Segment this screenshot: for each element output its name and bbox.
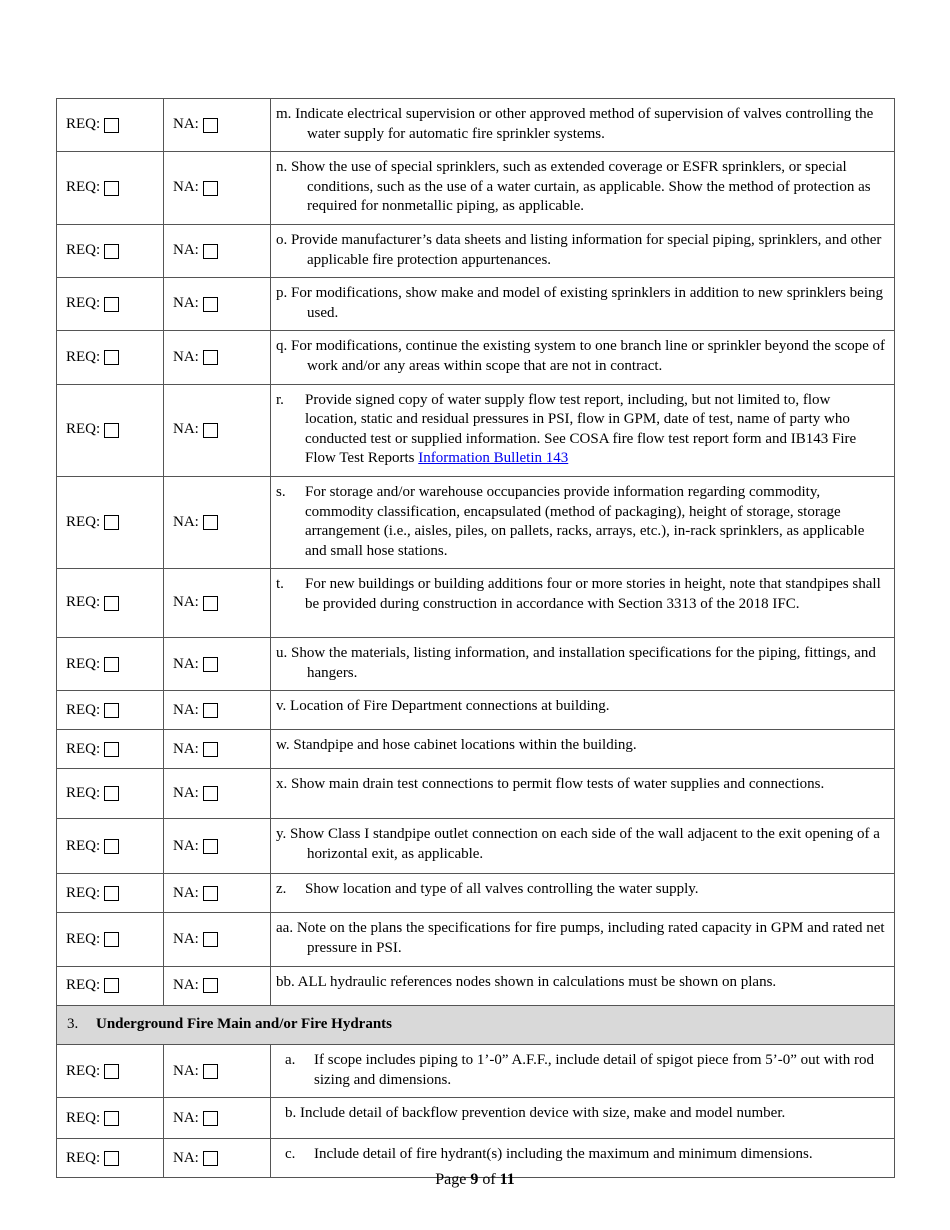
na-checkbox[interactable] bbox=[203, 423, 218, 438]
na-label-text: NA: bbox=[173, 930, 199, 947]
req-label bbox=[66, 784, 119, 804]
na-label bbox=[173, 294, 218, 314]
req-label bbox=[66, 701, 119, 721]
na-checkbox[interactable] bbox=[203, 1151, 218, 1166]
requirement-row bbox=[57, 913, 895, 966]
req-cell bbox=[57, 476, 164, 568]
requirement-row bbox=[57, 476, 895, 568]
req-label bbox=[66, 976, 119, 996]
section-title: Underground Fire Main and/or Fire Hydrants bbox=[96, 1015, 392, 1032]
na-cell bbox=[164, 384, 271, 476]
na-label bbox=[173, 655, 218, 675]
req-label-text: REQ: bbox=[66, 884, 101, 901]
req-checkbox[interactable] bbox=[104, 932, 119, 947]
requirement-item bbox=[276, 880, 886, 900]
req-label-text: REQ: bbox=[66, 1149, 101, 1166]
requirement-row bbox=[57, 730, 895, 769]
current-page-number: 9 bbox=[470, 1171, 479, 1188]
total-pages-number: 11 bbox=[499, 1171, 515, 1188]
req-label-text: REQ: bbox=[66, 179, 101, 196]
requirement-text: Include detail of fire hydrant(s) including the maximum and minimum dimensions. bbox=[314, 1146, 813, 1163]
na-label-text: NA: bbox=[173, 1149, 199, 1166]
requirement-description-cell bbox=[271, 569, 895, 638]
req-cell bbox=[57, 331, 164, 384]
req-label-text: REQ: bbox=[66, 837, 101, 854]
req-label-text: REQ: bbox=[66, 348, 101, 365]
req-label bbox=[66, 740, 119, 760]
req-checkbox[interactable] bbox=[104, 118, 119, 133]
req-label bbox=[66, 930, 119, 950]
requirement-description-cell bbox=[271, 913, 895, 966]
requirement-description-cell bbox=[271, 99, 895, 152]
na-label-text: NA: bbox=[173, 655, 199, 672]
req-checkbox[interactable] bbox=[104, 1151, 119, 1166]
requirement-description-cell bbox=[271, 966, 895, 1005]
requirement-row bbox=[57, 278, 895, 331]
na-label-text: NA: bbox=[173, 513, 199, 530]
requirement-text: bb. ALL hydraulic references nodes shown in calculations must be shown on plans. bbox=[276, 973, 777, 990]
req-cell bbox=[57, 730, 164, 769]
req-label-text: REQ: bbox=[66, 655, 101, 672]
req-cell bbox=[57, 874, 164, 913]
na-label bbox=[173, 930, 218, 950]
req-label-text: REQ: bbox=[66, 1109, 101, 1126]
requirement-row bbox=[57, 966, 895, 1005]
req-cell bbox=[57, 1098, 164, 1139]
na-label-text: NA: bbox=[173, 179, 199, 196]
req-label bbox=[66, 348, 119, 368]
requirement-text: For storage and/or warehouse occupancies provide information regarding commodity, commodity classification, encapsulated (method of packaging), height of storage, storage arrangement (i.e., aisles, piles, on pallets, racks, arrays, etc.), in-rack sprinklers, as applicable and small hose stations. bbox=[305, 483, 865, 559]
req-label bbox=[66, 241, 119, 261]
na-label bbox=[173, 241, 218, 261]
requirement-text: y. Show Class I standpipe outlet connection on each side of the wall adjacent to the exit opening of a horizontal exit, as applicable. bbox=[276, 826, 880, 863]
section-requirement-row bbox=[57, 1098, 895, 1139]
na-checkbox[interactable] bbox=[203, 244, 218, 259]
na-checkbox[interactable] bbox=[203, 742, 218, 757]
requirement-item bbox=[276, 575, 886, 614]
req-label-text: REQ: bbox=[66, 594, 101, 611]
section-header-cell bbox=[57, 1005, 895, 1045]
req-checkbox[interactable] bbox=[104, 978, 119, 993]
requirement-description-cell bbox=[271, 152, 895, 225]
req-label bbox=[66, 1149, 119, 1169]
requirement-row bbox=[57, 638, 895, 691]
na-cell bbox=[164, 569, 271, 638]
requirement-text: Provide signed copy of water supply flow test report, including, but not limited to, flow location, static and residual pressures in PSI, flow in GPM, date of test, name of party who conducted test or supplied information. See COSA fire flow test report form and IB143 Fire Flow Test Reports bbox=[305, 391, 857, 467]
na-cell bbox=[164, 476, 271, 568]
section-header-row bbox=[57, 1005, 895, 1045]
requirement-row bbox=[57, 769, 895, 819]
req-label bbox=[66, 178, 119, 198]
checklist-table bbox=[56, 98, 895, 1178]
na-label bbox=[173, 513, 218, 533]
requirement-row bbox=[57, 224, 895, 277]
na-label bbox=[173, 837, 218, 857]
na-label-text: NA: bbox=[173, 884, 199, 901]
req-cell bbox=[57, 638, 164, 691]
item-marker: t. bbox=[276, 576, 284, 593]
req-checkbox[interactable] bbox=[104, 297, 119, 312]
na-checkbox[interactable] bbox=[203, 350, 218, 365]
req-cell bbox=[57, 691, 164, 730]
req-checkbox[interactable] bbox=[104, 515, 119, 530]
na-label-text: NA: bbox=[173, 740, 199, 757]
req-checkbox[interactable] bbox=[104, 703, 119, 718]
req-checkbox[interactable] bbox=[104, 1111, 119, 1126]
requirement-description-cell bbox=[271, 1098, 895, 1139]
na-label bbox=[173, 976, 218, 996]
na-checkbox[interactable] bbox=[203, 297, 218, 312]
item-marker: a. bbox=[285, 1052, 296, 1069]
req-label bbox=[66, 1062, 119, 1082]
req-cell bbox=[57, 224, 164, 277]
requirement-row bbox=[57, 331, 895, 384]
req-label bbox=[66, 1109, 119, 1129]
req-checkbox[interactable] bbox=[104, 839, 119, 854]
req-cell bbox=[57, 1045, 164, 1098]
req-label-text: REQ: bbox=[66, 295, 101, 312]
na-label bbox=[173, 420, 218, 440]
requirement-item bbox=[285, 1051, 886, 1090]
section-number: 3. bbox=[67, 1015, 79, 1032]
na-label-text: NA: bbox=[173, 1062, 199, 1079]
na-label bbox=[173, 593, 218, 613]
requirement-description-cell bbox=[271, 476, 895, 568]
requirement-item bbox=[276, 483, 886, 561]
req-cell bbox=[57, 769, 164, 819]
item-marker: z. bbox=[276, 881, 287, 898]
na-label-text: NA: bbox=[173, 421, 199, 438]
na-label bbox=[173, 348, 218, 368]
na-cell bbox=[164, 913, 271, 966]
item-marker: c. bbox=[285, 1146, 296, 1163]
na-checkbox[interactable] bbox=[203, 886, 218, 901]
req-cell bbox=[57, 99, 164, 152]
requirement-item bbox=[285, 1145, 886, 1165]
na-checkbox[interactable] bbox=[203, 1064, 218, 1079]
requirement-text: o. Provide manufacturer’s data sheets and listing information for special piping, sprinklers, and other applicable fire protection appurtenances. bbox=[276, 231, 882, 268]
req-label bbox=[66, 115, 119, 135]
na-checkbox[interactable] bbox=[203, 515, 218, 530]
na-label bbox=[173, 701, 218, 721]
requirement-text: m. Indicate electrical supervision or other approved method of supervision of valves controlling the water supply for automatic fire sprinkler systems. bbox=[276, 106, 874, 142]
requirement-description-cell bbox=[271, 224, 895, 277]
na-label bbox=[173, 178, 218, 198]
req-checkbox[interactable] bbox=[104, 244, 119, 259]
req-label bbox=[66, 420, 119, 440]
na-cell bbox=[164, 691, 271, 730]
req-label-text: REQ: bbox=[66, 242, 101, 259]
requirement-description-cell bbox=[271, 691, 895, 730]
na-cell bbox=[164, 819, 271, 874]
na-cell bbox=[164, 1045, 271, 1098]
requirement-text: n. Show the use of special sprinklers, such as extended coverage or ESFR sprinklers, or special conditions, such as the use of a water curtain, as applicable. Show the method of protection as required for nonmetallic piping, as applicable. bbox=[276, 159, 871, 215]
req-cell bbox=[57, 819, 164, 874]
req-label bbox=[66, 593, 119, 613]
requirement-text: b. Include detail of backflow prevention device with size, make and model number. bbox=[285, 1105, 786, 1122]
na-label bbox=[173, 1062, 218, 1082]
na-cell bbox=[164, 1098, 271, 1139]
requirement-description-cell bbox=[271, 331, 895, 384]
requirement-text: If scope includes piping to 1’-0” A.F.F., include detail of spigot piece from 5’-0” out with rod sizing and dimensions. bbox=[314, 1052, 874, 1088]
na-cell bbox=[164, 278, 271, 331]
requirement-row bbox=[57, 569, 895, 638]
na-cell bbox=[164, 152, 271, 225]
na-label-text: NA: bbox=[173, 594, 199, 611]
na-cell bbox=[164, 224, 271, 277]
na-label bbox=[173, 740, 218, 760]
requirement-row bbox=[57, 691, 895, 730]
na-cell bbox=[164, 99, 271, 152]
requirement-text: q. For modifications, continue the existing system to one branch line or sprinkler beyond the scope of work and/or any areas within scope that are not in contract. bbox=[276, 338, 886, 374]
req-label-text: REQ: bbox=[66, 740, 101, 757]
req-cell bbox=[57, 966, 164, 1005]
na-label-text: NA: bbox=[173, 837, 199, 854]
requirement-item bbox=[276, 391, 886, 469]
requirement-row bbox=[57, 152, 895, 225]
na-label-text: NA: bbox=[173, 242, 199, 259]
requirement-description-cell bbox=[271, 874, 895, 913]
na-label bbox=[173, 884, 218, 904]
requirement-text: v. Location of Fire Department connections at building. bbox=[276, 698, 610, 715]
requirement-text: u. Show the materials, listing information, and installation specifications for the piping, fittings, and hangers. bbox=[276, 645, 876, 681]
req-label-text: REQ: bbox=[66, 513, 101, 530]
requirement-row bbox=[57, 384, 895, 476]
req-cell bbox=[57, 384, 164, 476]
requirement-description-cell bbox=[271, 638, 895, 691]
item-marker: s. bbox=[276, 483, 286, 500]
requirement-description-cell bbox=[271, 769, 895, 819]
requirement-description-cell bbox=[271, 384, 895, 476]
req-label-text: REQ: bbox=[66, 116, 101, 133]
section-requirement-row bbox=[57, 1045, 895, 1098]
req-checkbox[interactable] bbox=[104, 423, 119, 438]
na-label-text: NA: bbox=[173, 785, 199, 802]
na-label bbox=[173, 1109, 218, 1129]
footer-prefix: Page bbox=[435, 1171, 467, 1188]
req-label-text: REQ: bbox=[66, 785, 101, 802]
requirement-text: For new buildings or building additions four or more stories in height, note that standpipes shall be provided during construction in accordance with Section 3313 of the 2018 IFC. bbox=[305, 576, 881, 612]
req-checkbox[interactable] bbox=[104, 886, 119, 901]
requirement-text: w. Standpipe and hose cabinet locations within the building. bbox=[276, 737, 637, 754]
requirement-text: x. Show main drain test connections to permit flow tests of water supplies and connections. bbox=[276, 776, 825, 793]
req-label bbox=[66, 513, 119, 533]
req-checkbox[interactable] bbox=[104, 350, 119, 365]
na-cell bbox=[164, 730, 271, 769]
information-bulletin-link[interactable]: Information Bulletin 143 bbox=[418, 450, 569, 467]
na-label-text: NA: bbox=[173, 1109, 199, 1126]
na-checkbox[interactable] bbox=[203, 657, 218, 672]
requirement-description-cell bbox=[271, 819, 895, 874]
req-checkbox[interactable] bbox=[104, 1064, 119, 1079]
requirement-description-cell bbox=[271, 730, 895, 769]
na-checkbox[interactable] bbox=[203, 932, 218, 947]
req-checkbox[interactable] bbox=[104, 181, 119, 196]
na-label-text: NA: bbox=[173, 295, 199, 312]
item-marker: r. bbox=[276, 391, 284, 408]
req-label-text: REQ: bbox=[66, 421, 101, 438]
na-checkbox[interactable] bbox=[203, 839, 218, 854]
requirement-text: aa. Note on the plans the specifications for fire pumps, including rated capacity in GPM and rated net pressure in PSI. bbox=[276, 920, 885, 957]
na-label-text: NA: bbox=[173, 701, 199, 718]
na-cell bbox=[164, 331, 271, 384]
req-cell bbox=[57, 278, 164, 331]
na-checkbox[interactable] bbox=[203, 978, 218, 993]
req-cell bbox=[57, 152, 164, 225]
na-checkbox[interactable] bbox=[203, 596, 218, 611]
req-checkbox[interactable] bbox=[104, 742, 119, 757]
na-label bbox=[173, 784, 218, 804]
footer-of: of bbox=[482, 1171, 496, 1188]
requirement-text: Show location and type of all valves controlling the water supply. bbox=[305, 881, 699, 898]
req-checkbox[interactable] bbox=[104, 657, 119, 672]
req-label bbox=[66, 884, 119, 904]
na-checkbox[interactable] bbox=[203, 181, 218, 196]
req-checkbox[interactable] bbox=[104, 596, 119, 611]
req-checkbox[interactable] bbox=[104, 786, 119, 801]
na-checkbox[interactable] bbox=[203, 1111, 218, 1126]
na-checkbox[interactable] bbox=[203, 786, 218, 801]
requirement-row bbox=[57, 874, 895, 913]
req-label-text: REQ: bbox=[66, 701, 101, 718]
na-cell bbox=[164, 638, 271, 691]
req-label-text: REQ: bbox=[66, 930, 101, 947]
na-checkbox[interactable] bbox=[203, 703, 218, 718]
na-label-text: NA: bbox=[173, 348, 199, 365]
req-label bbox=[66, 294, 119, 314]
na-cell bbox=[164, 966, 271, 1005]
req-label-text: REQ: bbox=[66, 1062, 101, 1079]
req-cell bbox=[57, 913, 164, 966]
requirement-text: p. For modifications, show make and model of existing sprinklers in addition to new sprinklers being used. bbox=[276, 285, 883, 321]
na-checkbox[interactable] bbox=[203, 118, 218, 133]
na-label bbox=[173, 1149, 218, 1169]
na-label bbox=[173, 115, 218, 135]
requirement-row bbox=[57, 99, 895, 152]
req-label-text: REQ: bbox=[66, 976, 101, 993]
requirement-description-cell bbox=[271, 278, 895, 331]
req-cell bbox=[57, 569, 164, 638]
requirement-row bbox=[57, 819, 895, 874]
page-footer bbox=[0, 1170, 950, 1190]
requirement-description-cell bbox=[271, 1045, 895, 1098]
req-label bbox=[66, 655, 119, 675]
req-label bbox=[66, 837, 119, 857]
na-label-text: NA: bbox=[173, 976, 199, 993]
na-cell bbox=[164, 769, 271, 819]
na-label-text: NA: bbox=[173, 116, 199, 133]
na-cell bbox=[164, 874, 271, 913]
